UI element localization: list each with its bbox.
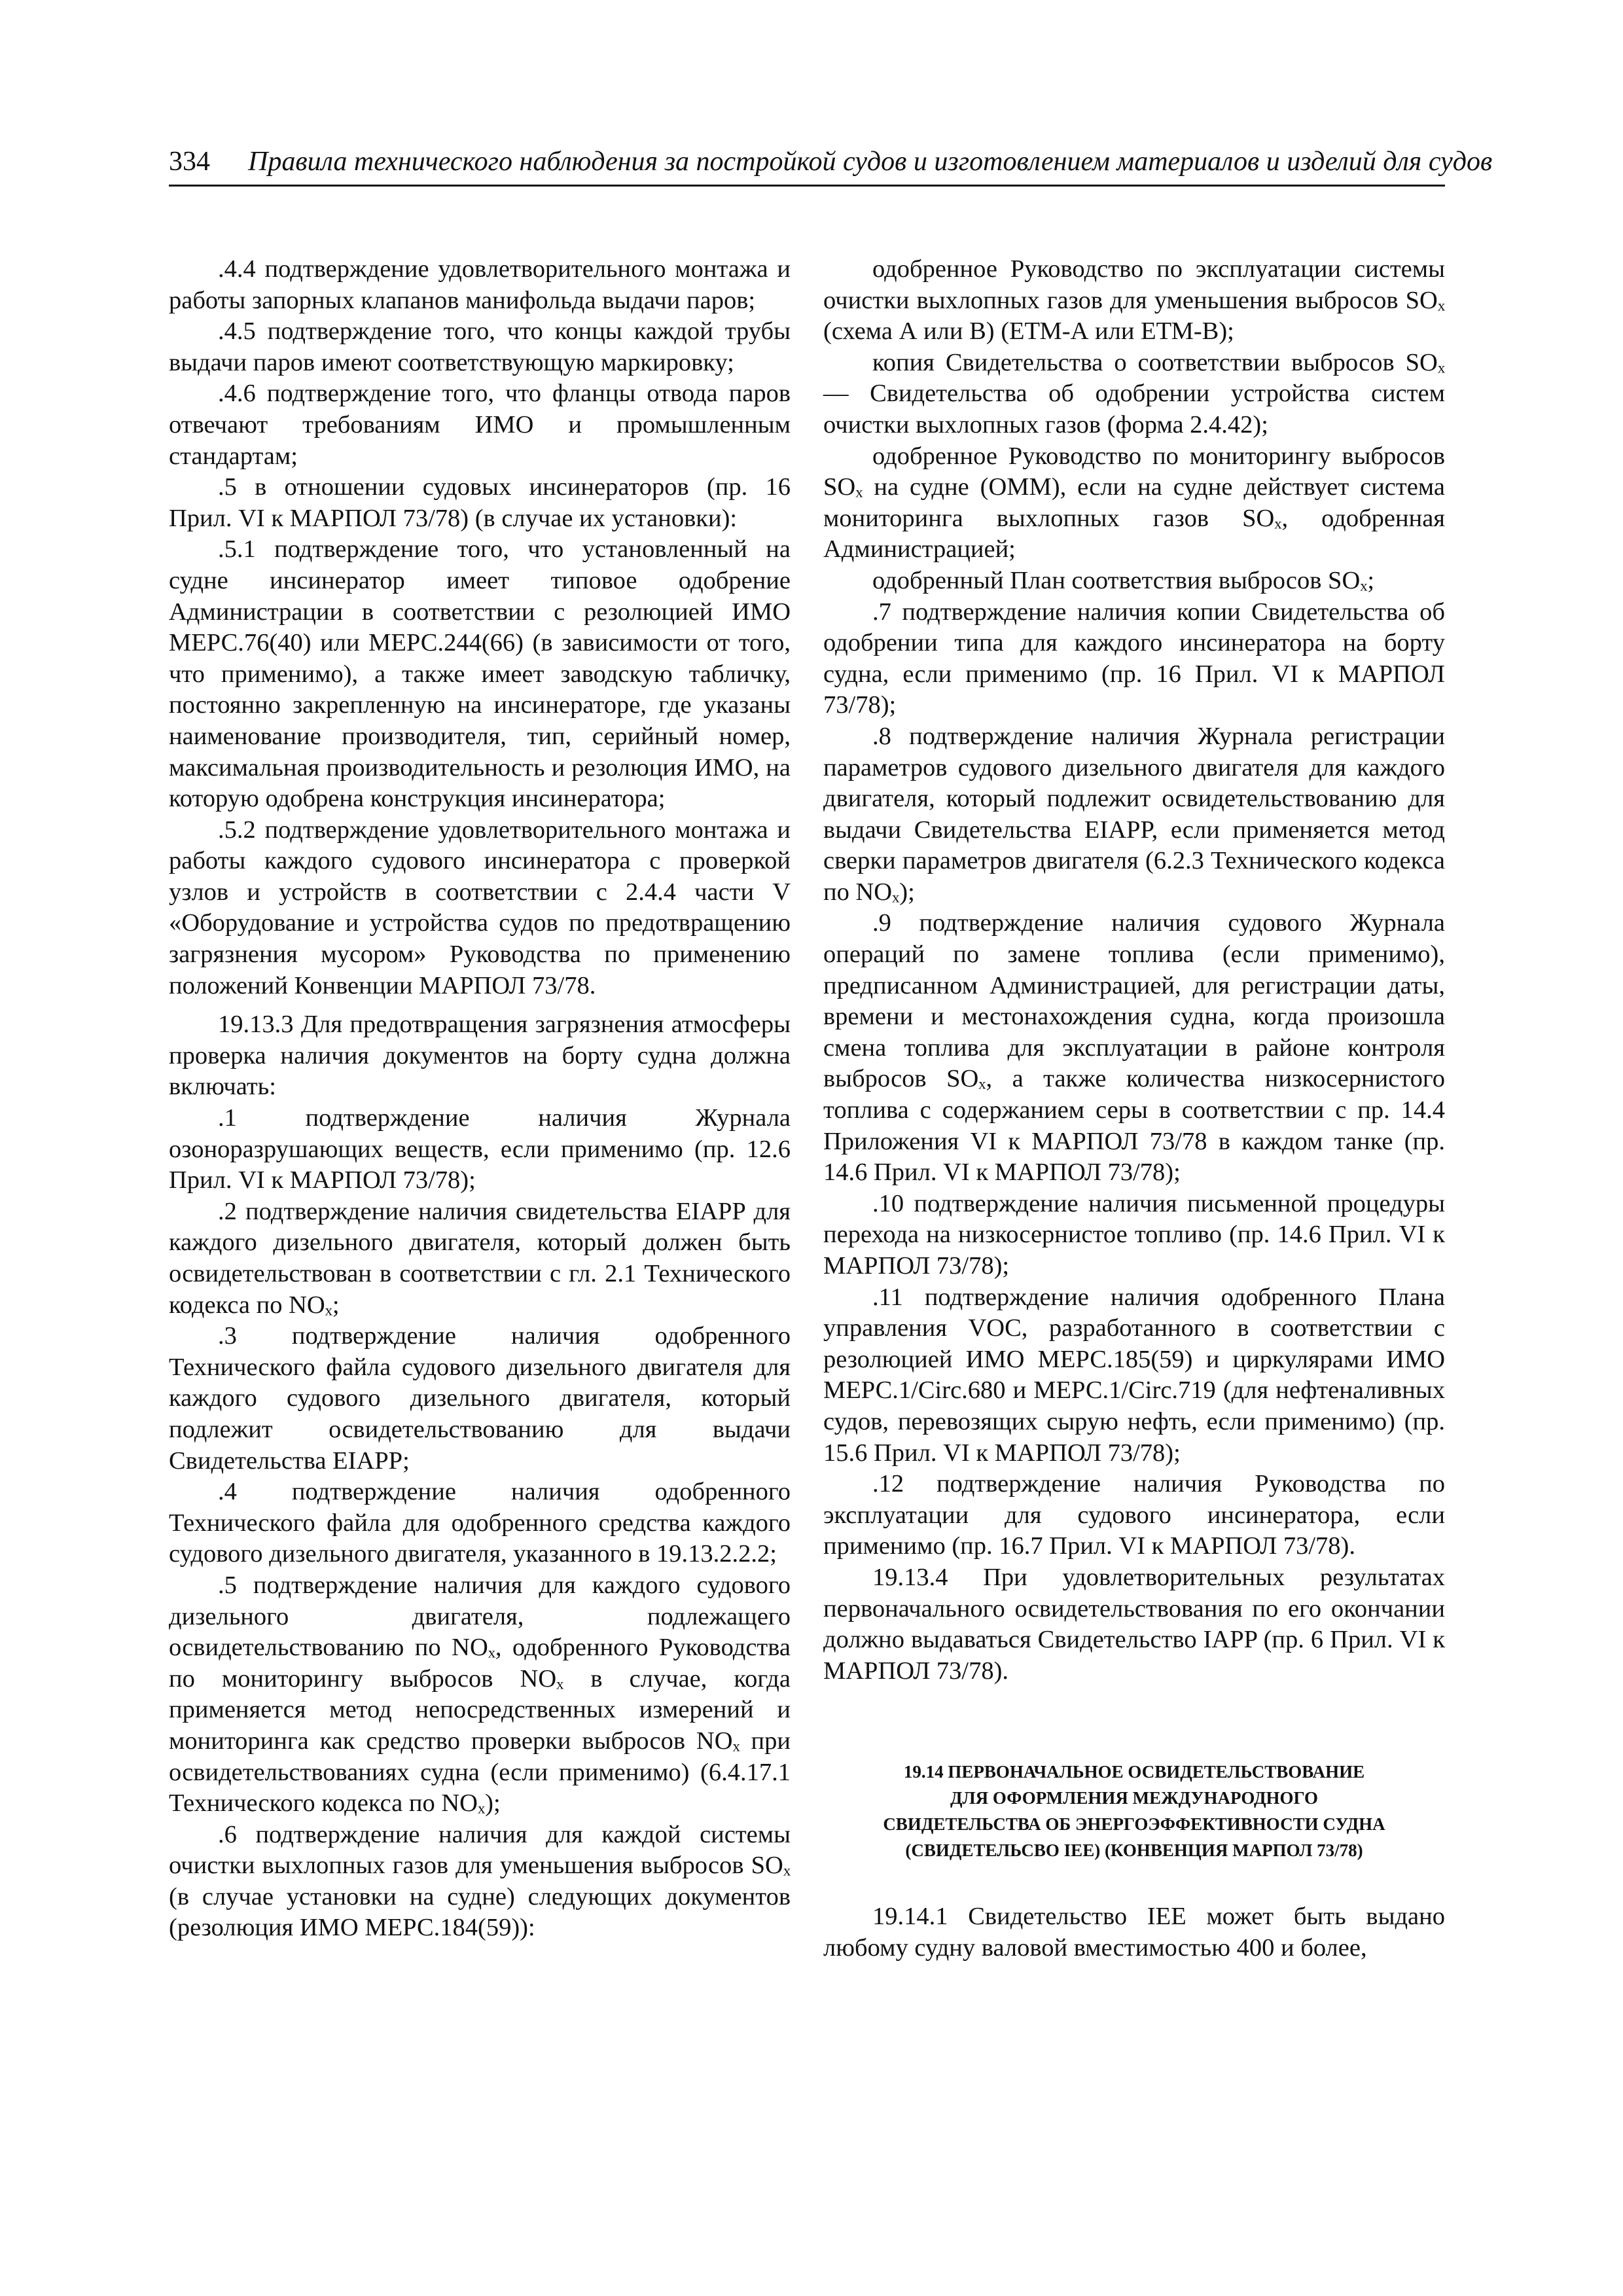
paragraph: .3 подтверждение наличия одобренного Технического файла судового дизельного двигателя для каждого судового дизельного двигателя, который подлежит освидетельствованию для выдачи Свидетельства EIAPP; bbox=[169, 1322, 791, 1475]
page-number: 334 bbox=[169, 147, 210, 177]
paragraph: .5.2 подтверждение удовлетворительного монтажа и работы каждого судового инсинератора с проверкой узлов и устройств в соответствии с 2.4.4 части V «Оборудование и устройства судов по предотвращению загрязнения мусором» Руководства по применению положений Конвенции МАРПОЛ 73/78. bbox=[169, 816, 791, 999]
paragraph: .5 в отношении судовых инсинераторов (пр. 16 Прил. VI к МАРПОЛ 73/78) (в случае их установки): bbox=[169, 473, 791, 532]
section-heading bbox=[823, 1759, 1445, 1863]
paragraph: .4.6 подтверждение того, что фланцы отвода паров отвечают требованиям ИМО и промышленным стандартам; bbox=[169, 380, 791, 470]
paragraph: .2 подтверждение наличия свидетельства EIAPP для каждого дизельного двигателя, который должен быть освидетельствован в соответствии с гл. 2.1 Технического кодекса по NOₓ; bbox=[169, 1197, 791, 1319]
paragraph: .8 подтверждение наличия Журнала регистрации параметров судового дизельного двигателя для каждого двигателя, который подлежит освидетельствованию для выдачи Свидетельства EIAPP, если применяется метод сверки параметров двигателя (6.2.3 Технического кодекса по NOₓ); bbox=[823, 722, 1445, 906]
paragraph: .4.5 подтверждение того, что концы каждой трубы выдачи паров имеют соответствующую маркировку; bbox=[169, 317, 791, 376]
paragraph: .5.1 подтверждение того, что установленный на судне инсинератор имеет типовое одобрение Администрации в соответствии с резолюцией ИМО МЕРС.76(40) или МЕРС.244(66) (в зависимости от того, что применимо), а также имеет заводскую табличку, постоянно закрепленную на инсинераторе, где указаны наименование производителя, тип, серийный номер, максимальная производительность и резолюция ИМО, на которую одобрена конструкция инсинератора; bbox=[169, 535, 791, 813]
paragraph: .7 подтверждение наличия копии Свидетельства об одобрении типа для каждого инсинератора на борту судна, если применимо (пр. 16 Прил. VI к МАРПОЛ 73/78); bbox=[823, 598, 1445, 719]
paragraph: одобренный План соответствия выбросов SOₓ; bbox=[872, 566, 1375, 594]
paragraph: .11 подтверждение наличия одобренного Плана управления VOC, разработанного в соответствии с резолюцией ИМО МЕРС.185(59) и циркулярами ИМО МЕРС.1/Circ.680 и МЕРС.1/Circ.719 (для нефтеналивных судов, перевозящих сырую нефть, если применимо) (пр. 15.6 Прил. VI к МАРПОЛ 73/78); bbox=[823, 1283, 1445, 1467]
right-column bbox=[823, 254, 1445, 1964]
paragraph: .4 подтверждение наличия одобренного Технического файла для одобренного средства каждого судового дизельного двигателя, указанного в 19.13.2.2.2; bbox=[169, 1478, 791, 1568]
section-heading-line: ДЛЯ ОФОРМЛЕНИЯ МЕЖДУНАРОДНОГО bbox=[950, 1788, 1319, 1808]
paragraph: .9 подтверждение наличия судового Журнала операций по замене топлива (если применимо), предписанном Администрацией, для регистрации даты, времени и местонахождения судна, когда произошла смена топлива для эксплуатации в районе контроля выбросов SOₓ, а также количества низкосернистого топлива с содержанием серы в соответствии с пр. 14.4 Приложения VI к МАРПОЛ 73/78 в каждом танке (пр. 14.6 Прил. VI к МАРПОЛ 73/78); bbox=[823, 909, 1445, 1187]
section-heading-line: СВИДЕТЕЛЬСТВА ОБ ЭНЕРГОЭФФЕКТИВНОСТИ СУДНА bbox=[883, 1814, 1385, 1835]
header-rule bbox=[169, 185, 1445, 187]
paragraph: одобренное Руководство по мониторингу выбросов SOₓ на судне (ОММ), если на судне действует система мониторинга выхлопных газов SOₓ, одобренная Администрацией; bbox=[823, 442, 1445, 564]
page-header bbox=[169, 145, 1493, 178]
paragraph: 19.13.3 Для предотвращения загрязнения атмосферы проверка наличия документов на борту судна должна включать: bbox=[169, 1011, 791, 1101]
paragraph: .1 подтверждение наличия Журнала озоноразрушающих веществ, если применимо (пр. 12.6 Прил. VI к МАРПОЛ 73/78); bbox=[169, 1104, 791, 1194]
paragraph: копия Свидетельства о соответствии выбросов SOₓ — Свидетельства об одобрении устройства систем очистки выхлопных газов (форма 2.4.42); bbox=[823, 348, 1445, 439]
paragraph: одобренное Руководство по эксплуатации системы очистки выхлопных газов для уменьшения выбросов SOₓ (схема А или В) (ЕТМ-А или ЕТМ-В); bbox=[823, 255, 1445, 346]
paragraph: 19.13.4 При удовлетворительных результатах первоначального освидетельствования по его окончании должно выдаваться Свидетельство IAPP (пр. 6 Прил. VI к МАРПОЛ 73/78). bbox=[823, 1563, 1445, 1685]
paragraph: .12 подтверждение наличия Руководства по эксплуатации для судового инсинератора, если применимо (пр. 16.7 Прил. VI к МАРПОЛ 73/78). bbox=[823, 1470, 1445, 1560]
paragraph: .5 подтверждение наличия для каждого судового дизельного двигателя, подлежащего освидетельствованию по NOₓ, одобренного Руководства по мониторингу выбросов NOₓ в случае, когда применяется метод непосредственных измерений и мониторинга как средство проверки выбросов NOₓ при освидетельствованиях судна (если применимо) (6.4.17.1 Технического кодекса по NOₓ); bbox=[169, 1571, 791, 1818]
section-heading-line: 19.14 ПЕРВОНАЧАЛЬНОЕ ОСВИДЕТЕЛЬСТВОВАНИЕ bbox=[903, 1762, 1365, 1782]
paragraph: 19.14.1 Свидетельство IEE может быть выдано любому судну валовой вместимостью 400 и более, bbox=[823, 1903, 1445, 1962]
section-heading-line: (СВИДЕТЕЛЬСВО IEE) (КОНВЕНЦИЯ МАРПОЛ 73/78) bbox=[905, 1840, 1363, 1861]
left-column bbox=[169, 254, 791, 1944]
running-title: Правила технического наблюдения за постройкой судов и изготовлением материалов и изделий для судов bbox=[248, 147, 1493, 177]
paragraph: .6 подтверждение наличия для каждой системы очистки выхлопных газов для уменьшения выбросов SOₓ (в случае установки на судне) следующих документов (резолюция ИМО МЕРС.184(59)): bbox=[169, 1820, 791, 1942]
paragraph: .10 подтверждение наличия письменной процедуры перехода на низкосернистое топливо (пр. 14.6 Прил. VI к МАРПОЛ 73/78); bbox=[823, 1189, 1445, 1280]
paragraph: .4.4 подтверждение удовлетворительного монтажа и работы запорных клапанов манифольда выдачи паров; bbox=[169, 255, 791, 314]
